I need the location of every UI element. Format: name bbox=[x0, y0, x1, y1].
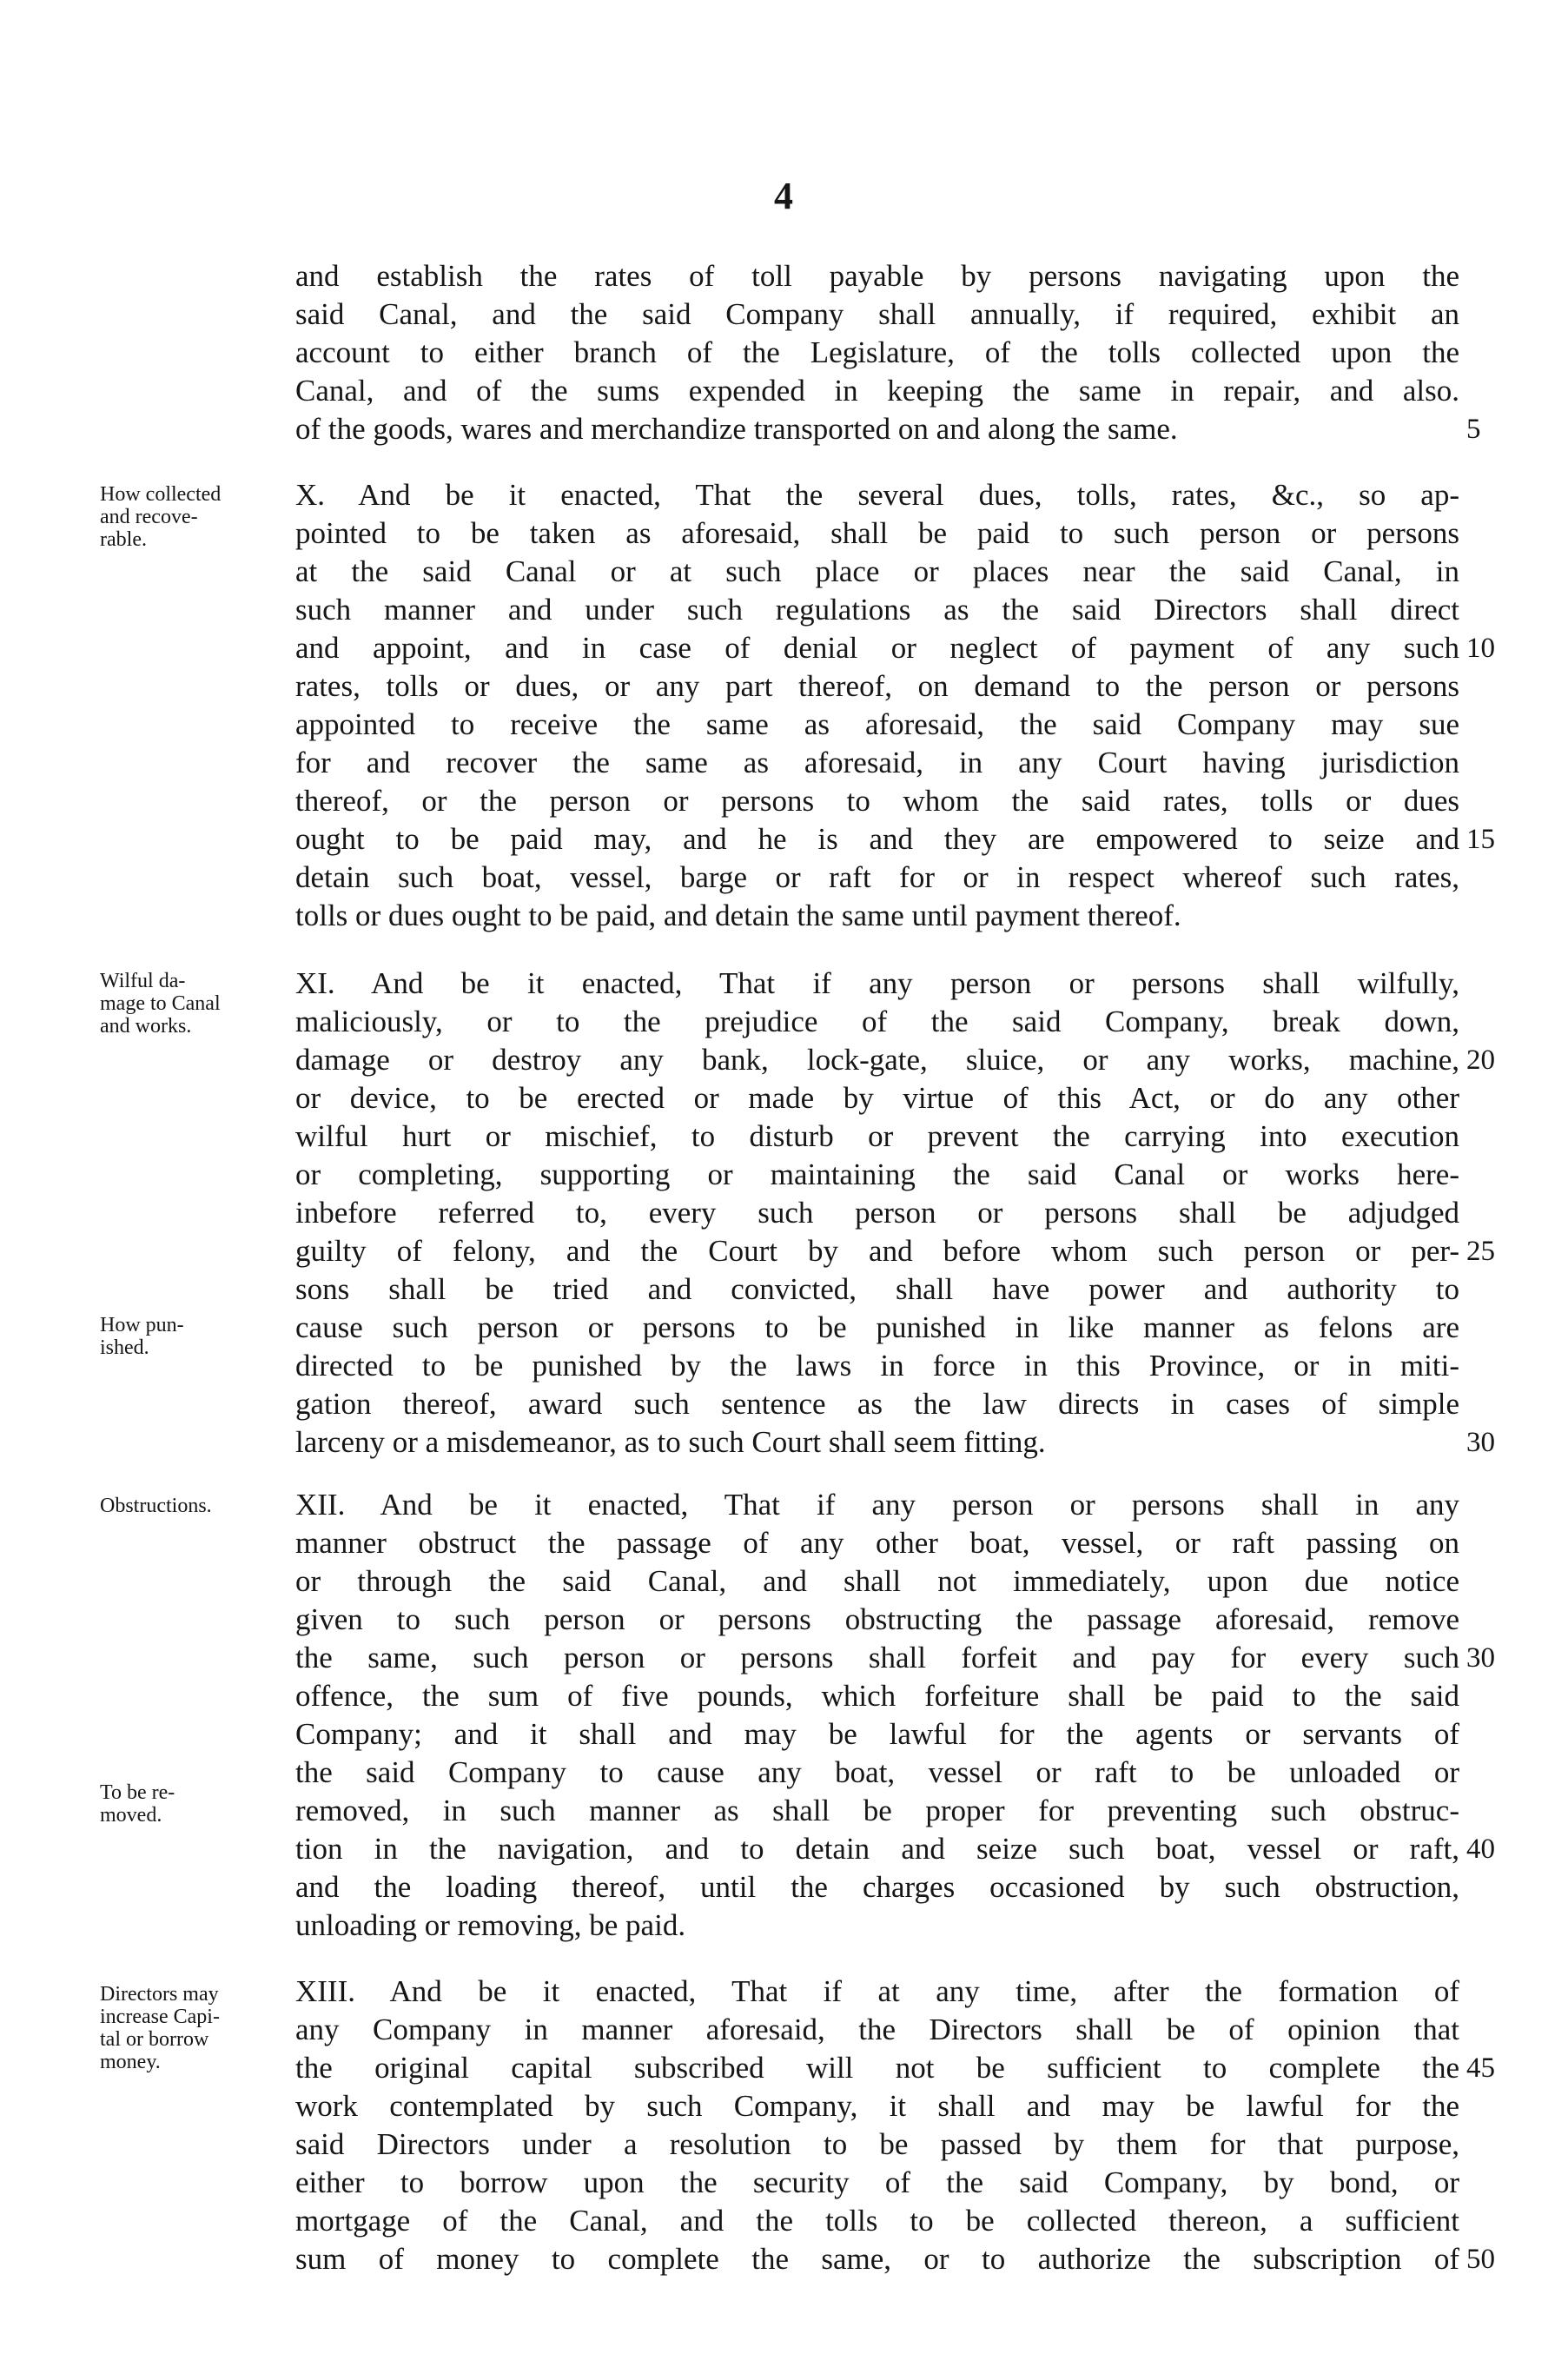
text-line: rates, tolls or dues, or any part thereof, on demand to the person or persons bbox=[295, 669, 1459, 703]
margin-note-line: money. bbox=[100, 2051, 161, 2073]
line-number: 20 bbox=[1466, 1044, 1495, 1076]
text-line: tolls or dues ought to be paid, and detain the same until payment thereof. bbox=[295, 899, 1181, 932]
margin-note-line: tal or borrow bbox=[100, 2028, 209, 2051]
text-line: XIII. And be it enacted, That if at any time, after the formation of bbox=[295, 1974, 1459, 2008]
text-line: the said Company to cause any boat, vessel or raft to be unloaded or bbox=[295, 1755, 1459, 1789]
text-line: the original capital subscribed will not be sufficient to complete the bbox=[295, 2051, 1459, 2085]
text-line: for and recover the same as aforesaid, in any Court having jurisdiction bbox=[295, 746, 1459, 779]
text-line: and the loading thereof, until the charges occasioned by such obstruction, bbox=[295, 1870, 1459, 1904]
section-xi bbox=[295, 965, 1459, 1462]
text-line: gation thereof, award such sentence as the law directs in cases of simple bbox=[295, 1387, 1459, 1421]
text-line: sons shall be tried and convicted, shall have power and authority to bbox=[295, 1272, 1459, 1306]
text-line: given to such person or persons obstructing the passage aforesaid, remove bbox=[295, 1602, 1459, 1636]
line-number: 15 bbox=[1466, 824, 1495, 855]
text-line: inbefore referred to, every such person or persons shall be adjudged bbox=[295, 1196, 1459, 1230]
line-number: 30 bbox=[1466, 1642, 1495, 1674]
line-number: 40 bbox=[1466, 1834, 1495, 1865]
line-number: 5 bbox=[1466, 414, 1481, 445]
text-line: appointed to receive the same as aforesaid, the said Company may sue bbox=[295, 707, 1459, 741]
section-xiii bbox=[295, 1973, 1459, 2278]
margin-note-line: How collected bbox=[100, 483, 222, 506]
text-line: such manner and under such regulations as the said Directors shall direct bbox=[295, 593, 1459, 627]
text-line: sum of money to complete the same, or to authorize the subscription of bbox=[295, 2242, 1459, 2276]
margin-note-line: mage to Canal bbox=[100, 992, 221, 1015]
text-line: guilty of felony, and the Court by and before whom such person or per- bbox=[295, 1234, 1459, 1268]
margin-note-line: Obstructions. bbox=[100, 1495, 212, 1517]
margin-note-obstructions bbox=[100, 1495, 287, 1517]
text-line: said Canal, and the said Company shall annually, if required, exhibit an bbox=[295, 297, 1459, 331]
text-line: Company; and it shall and may be lawful for the agents or servants of bbox=[295, 1717, 1459, 1751]
text-line: larceny or a misdemeanor, as to such Court shall seem fitting. bbox=[295, 1425, 1046, 1459]
text-line: pointed to be taken as aforesaid, shall be paid to such person or persons bbox=[295, 516, 1459, 550]
text-line: damage or destroy any bank, lock-gate, sluice, or any works, machine, bbox=[295, 1043, 1459, 1077]
text-line: thereof, or the person or persons to whom the said rates, tolls or dues bbox=[295, 784, 1459, 818]
line-number: 50 bbox=[1466, 2244, 1495, 2275]
line-number: 25 bbox=[1466, 1236, 1495, 1267]
page-number: 4 bbox=[774, 175, 794, 217]
text-line: said Directors under a resolution to be passed by them for that purpose, bbox=[295, 2127, 1459, 2161]
margin-note-line: moved. bbox=[100, 1804, 162, 1827]
text-line: wilful hurt or mischief, to disturb or prevent the carrying into execution bbox=[295, 1119, 1459, 1153]
margin-note-line: How pun- bbox=[100, 1314, 184, 1336]
margin-note-line: To be re- bbox=[100, 1781, 175, 1804]
text-line: ought to be paid may, and he is and they are empowered to seize and bbox=[295, 822, 1459, 856]
line-number: 30 bbox=[1466, 1427, 1495, 1458]
text-line: unloading or removing, be paid. bbox=[295, 1908, 686, 1942]
text-line: of the goods, wares and merchandize transported on and along the same. bbox=[295, 412, 1178, 446]
text-line: or completing, supporting or maintaining the said Canal or works here- bbox=[295, 1157, 1459, 1191]
margin-note-line: Wilful da- bbox=[100, 970, 186, 992]
text-line: cause such person or persons to be punished in like manner as felons are bbox=[295, 1310, 1459, 1344]
text-line: Canal, and of the sums expended in keeping the same in repair, and also. bbox=[295, 374, 1459, 408]
text-line: XII. And be it enacted, That if any person or persons shall in any bbox=[295, 1488, 1459, 1522]
text-line: any Company in manner aforesaid, the Directors shall be of opinion that bbox=[295, 2013, 1459, 2046]
margin-note-line: ished. bbox=[100, 1336, 149, 1359]
margin-note-line: Directors may bbox=[100, 1983, 219, 2006]
text-line: and establish the rates of toll payable by persons navigating upon the bbox=[295, 259, 1459, 293]
text-line: at the said Canal or at such place or places near the said Canal, in bbox=[295, 554, 1459, 588]
text-line: XI. And be it enacted, That if any person or persons shall wilfully, bbox=[295, 966, 1459, 1000]
margin-note-to-be-removed bbox=[100, 1781, 287, 1827]
margin-note-line: and works. bbox=[100, 1015, 192, 1038]
text-line: tion in the navigation, and to detain and seize such boat, vessel or raft, bbox=[295, 1832, 1459, 1866]
margin-note-how-collected bbox=[100, 483, 287, 551]
text-line: and appoint, and in case of denial or neglect of payment of any such bbox=[295, 631, 1459, 665]
margin-note-line: increase Capi- bbox=[100, 2006, 220, 2028]
text-line: either to borrow upon the security of the said Company, by bond, or bbox=[295, 2165, 1459, 2199]
margin-note-wilful-damage bbox=[100, 970, 287, 1038]
text-line: or device, to be erected or made by virtue of this Act, or do any other bbox=[295, 1081, 1459, 1115]
text-line: removed, in such manner as shall be proper for preventing such obstruc- bbox=[295, 1794, 1459, 1827]
paragraph-continuation bbox=[295, 257, 1459, 448]
margin-note-line: rable. bbox=[100, 528, 147, 551]
text-line: manner obstruct the passage of any other boat, vessel, or raft passing on bbox=[295, 1526, 1459, 1560]
margin-note-directors-may bbox=[100, 1983, 287, 2073]
text-line: detain such boat, vessel, barge or raft for or in respect whereof such rates, bbox=[295, 860, 1459, 894]
text-line: work contemplated by such Company, it shall and may be lawful for the bbox=[295, 2089, 1459, 2123]
section-x bbox=[295, 476, 1459, 935]
text-line: maliciously, or to the prejudice of the said Company, break down, bbox=[295, 1005, 1459, 1038]
section-xii bbox=[295, 1486, 1459, 1945]
margin-note-how-punished bbox=[100, 1314, 287, 1359]
line-number: 10 bbox=[1466, 633, 1495, 664]
text-line: mortgage of the Canal, and the tolls to be collected thereon, a sufficient bbox=[295, 2204, 1459, 2238]
text-line: the same, such person or persons shall forfeit and pay for every such bbox=[295, 1641, 1459, 1674]
margin-note-line: and recove- bbox=[100, 506, 198, 528]
text-line: account to either branch of the Legislature, of the tolls collected upon the bbox=[295, 335, 1459, 369]
text-line: X. And be it enacted, That the several dues, tolls, rates, &c., so ap- bbox=[295, 478, 1459, 512]
text-line: offence, the sum of five pounds, which forfeiture shall be paid to the said bbox=[295, 1679, 1459, 1713]
text-line: directed to be punished by the laws in force in this Province, or in miti- bbox=[295, 1349, 1459, 1383]
text-line: or through the said Canal, and shall not immediately, upon due notice bbox=[295, 1564, 1459, 1598]
line-number: 45 bbox=[1466, 2052, 1495, 2084]
